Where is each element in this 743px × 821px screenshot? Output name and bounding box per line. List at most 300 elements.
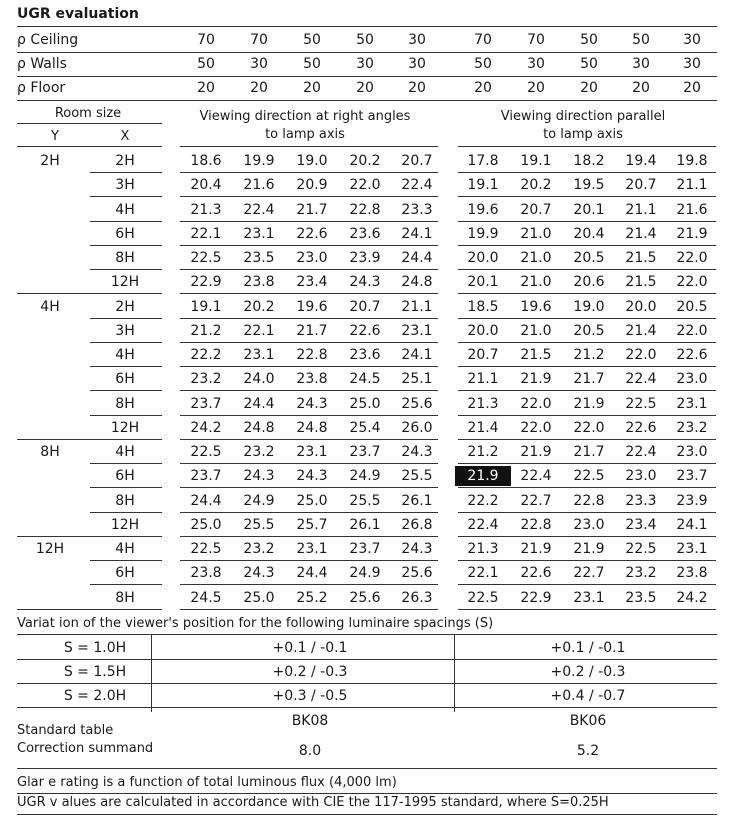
ugr-value: 24.5 bbox=[349, 371, 381, 387]
ugr-value: 24.4 bbox=[190, 493, 222, 509]
room-x-value: 4H bbox=[115, 444, 135, 460]
row-rule bbox=[180, 415, 438, 416]
ugr-value: 21.1 bbox=[467, 371, 499, 387]
row-rule bbox=[17, 52, 717, 53]
ugr-value: 22.0 bbox=[520, 396, 552, 412]
highlighted-ugr-value: 21.9 bbox=[455, 466, 511, 486]
room-x-value: 8H bbox=[115, 590, 135, 606]
reflectance-value: 50 bbox=[474, 56, 492, 72]
ugr-value: 20.0 bbox=[467, 250, 499, 266]
ugr-value: 24.2 bbox=[676, 590, 708, 606]
row-rule bbox=[90, 463, 162, 464]
spacing-label: S = 2.0H bbox=[63, 688, 127, 704]
room-x-value: 12H bbox=[110, 420, 140, 436]
parallel-header: Viewing direction parallel bbox=[500, 109, 666, 124]
ugr-value: 24.3 bbox=[243, 565, 275, 581]
ugr-value: 20.5 bbox=[573, 250, 605, 266]
room-x-value: 4H bbox=[115, 347, 135, 363]
ugr-value: 24.1 bbox=[676, 517, 708, 533]
ugr-value: 21.4 bbox=[625, 226, 657, 242]
ugr-value: 21.9 bbox=[676, 226, 708, 242]
ugr-value: 23.4 bbox=[625, 517, 657, 533]
ugr-value: 24.2 bbox=[190, 420, 222, 436]
room-size-header: Room size bbox=[54, 106, 122, 121]
ugr-value: 20.4 bbox=[190, 177, 222, 193]
footer-rule bbox=[17, 793, 717, 794]
ugr-value: 23.2 bbox=[625, 565, 657, 581]
row-rule bbox=[180, 221, 438, 222]
room-x-value: 12H bbox=[110, 274, 140, 290]
ugr-value: 21.3 bbox=[467, 396, 499, 412]
row-rule bbox=[17, 609, 162, 610]
room-x-value: 8H bbox=[115, 250, 135, 266]
ugr-value: 25.5 bbox=[349, 493, 381, 509]
ugr-value: 23.1 bbox=[243, 347, 275, 363]
row-rule bbox=[90, 366, 162, 367]
room-x-value: 12H bbox=[110, 517, 140, 533]
reflectance-value: 50 bbox=[580, 32, 598, 48]
row-rule bbox=[180, 318, 438, 319]
ugr-value: 21.2 bbox=[190, 323, 222, 339]
ugr-value: 21.9 bbox=[573, 396, 605, 412]
row-rule bbox=[180, 560, 438, 561]
ugr-value: 22.4 bbox=[625, 444, 657, 460]
ugr-value: 22.7 bbox=[573, 565, 605, 581]
ugr-value: 25.6 bbox=[401, 565, 433, 581]
ugr-value: 21.4 bbox=[467, 420, 499, 436]
ugr-value: 22.9 bbox=[520, 590, 552, 606]
ugr-value: 19.6 bbox=[467, 202, 499, 218]
ugr-value: 22.4 bbox=[520, 468, 552, 484]
ugr-value: 22.6 bbox=[349, 323, 381, 339]
ugr-value: 19.5 bbox=[573, 177, 605, 193]
ugr-value: 22.8 bbox=[573, 493, 605, 509]
ugr-value: 23.1 bbox=[573, 590, 605, 606]
ugr-value: 21.0 bbox=[520, 226, 552, 242]
header-rule bbox=[17, 146, 162, 147]
ugr-value: 22.5 bbox=[625, 396, 657, 412]
ugr-value: 19.8 bbox=[676, 153, 708, 169]
ugr-value: 23.1 bbox=[676, 541, 708, 557]
reflectance-value: 50 bbox=[632, 32, 650, 48]
row-rule bbox=[180, 245, 438, 246]
room-x-value: 2H bbox=[115, 153, 135, 169]
ugr-value: 21.7 bbox=[573, 371, 605, 387]
reflectance-value: 30 bbox=[683, 32, 701, 48]
room-x-value: 4H bbox=[115, 202, 135, 218]
ugr-value: 23.2 bbox=[243, 444, 275, 460]
standard-table-perpendicular: BK08 bbox=[291, 713, 329, 729]
row-rule bbox=[458, 269, 716, 270]
row-rule bbox=[180, 269, 438, 270]
reflectance-value: 50 bbox=[356, 32, 374, 48]
ugr-value: 22.7 bbox=[520, 493, 552, 509]
ugr-value: 23.1 bbox=[676, 396, 708, 412]
ugr-value: 25.2 bbox=[296, 590, 328, 606]
ugr-value: 23.1 bbox=[243, 226, 275, 242]
ugr-value: 19.0 bbox=[296, 153, 328, 169]
row-rule bbox=[458, 584, 716, 585]
row-rule bbox=[17, 707, 717, 708]
ugr-value: 24.3 bbox=[243, 468, 275, 484]
ugr-value: 22.8 bbox=[349, 202, 381, 218]
reflectance-value: 30 bbox=[527, 56, 545, 72]
ugr-value: 22.8 bbox=[520, 517, 552, 533]
ugr-value: 21.1 bbox=[625, 202, 657, 218]
ugr-value: 20.7 bbox=[467, 347, 499, 363]
reflectance-value: 50 bbox=[303, 56, 321, 72]
room-y-value: 2H bbox=[40, 153, 60, 169]
correction-parallel: 5.2 bbox=[576, 743, 600, 759]
ugr-value: 22.0 bbox=[349, 177, 381, 193]
ugr-value: 24.1 bbox=[401, 226, 433, 242]
row-rule bbox=[17, 683, 717, 684]
ugr-value: 22.5 bbox=[467, 590, 499, 606]
ugr-value: 20.7 bbox=[349, 299, 381, 315]
ugr-value: 21.9 bbox=[573, 541, 605, 557]
ugr-value: 21.6 bbox=[243, 177, 275, 193]
reflectance-value: 20 bbox=[303, 80, 321, 96]
ugr-value: 21.2 bbox=[573, 347, 605, 363]
ugr-value: 21.0 bbox=[520, 250, 552, 266]
ugr-value: 23.0 bbox=[296, 250, 328, 266]
reflectance-value: 20 bbox=[474, 80, 492, 96]
ugr-value: 22.1 bbox=[190, 226, 222, 242]
ugr-value: 23.1 bbox=[296, 541, 328, 557]
reflectance-value: 20 bbox=[580, 80, 598, 96]
ugr-value: 21.0 bbox=[520, 323, 552, 339]
ugr-value: 20.1 bbox=[573, 202, 605, 218]
ugr-value: 23.4 bbox=[296, 274, 328, 290]
room-x-value: 6H bbox=[115, 565, 135, 581]
ugr-value: 22.0 bbox=[676, 323, 708, 339]
reflectance-value: 50 bbox=[580, 56, 598, 72]
row-rule bbox=[180, 390, 438, 391]
reflectance-value: 70 bbox=[250, 32, 268, 48]
row-rule bbox=[90, 196, 162, 197]
ugr-value: 19.9 bbox=[243, 153, 275, 169]
ugr-value: 25.1 bbox=[401, 371, 433, 387]
row-rule bbox=[90, 342, 162, 343]
ugr-value: 22.4 bbox=[401, 177, 433, 193]
standard-table-label: Standard table bbox=[17, 723, 114, 738]
ugr-value: 25.5 bbox=[401, 468, 433, 484]
ugr-value: 20.5 bbox=[573, 323, 605, 339]
ugr-value: 23.2 bbox=[243, 541, 275, 557]
reflectance-value: 50 bbox=[197, 56, 215, 72]
ugr-value: 24.5 bbox=[190, 590, 222, 606]
row-rule bbox=[458, 609, 716, 610]
ugr-value: 22.0 bbox=[573, 420, 605, 436]
title-rule bbox=[17, 26, 717, 27]
row-rule bbox=[458, 172, 716, 173]
row-rule bbox=[90, 512, 162, 513]
parallel-header-line2: to lamp axis bbox=[543, 127, 623, 142]
perpendicular-variation: +0.3 / -0.5 bbox=[272, 688, 348, 704]
ugr-value: 23.1 bbox=[401, 323, 433, 339]
ugr-value: 23.7 bbox=[190, 468, 222, 484]
footer-rule bbox=[17, 814, 717, 815]
ugr-value: 25.0 bbox=[349, 396, 381, 412]
ugr-value: 22.2 bbox=[467, 493, 499, 509]
ugr-value: 22.0 bbox=[625, 347, 657, 363]
reflectance-value: 20 bbox=[408, 80, 426, 96]
spacing-label: S = 1.5H bbox=[63, 664, 127, 680]
standard-table-parallel: BK06 bbox=[569, 713, 607, 729]
ugr-value: 19.4 bbox=[625, 153, 657, 169]
ugr-value: 25.6 bbox=[349, 590, 381, 606]
ugr-value: 23.2 bbox=[676, 420, 708, 436]
row-rule bbox=[458, 415, 716, 416]
row-rule bbox=[458, 439, 716, 440]
row-rule bbox=[458, 536, 716, 537]
ugr-value: 21.5 bbox=[520, 347, 552, 363]
row-rule bbox=[180, 439, 438, 440]
ugr-value: 24.9 bbox=[349, 565, 381, 581]
perpendicular-header-line2: to lamp axis bbox=[265, 127, 345, 142]
ugr-value: 23.0 bbox=[625, 468, 657, 484]
parallel-variation: +0.2 / -0.3 bbox=[550, 664, 626, 680]
ugr-value: 22.1 bbox=[243, 323, 275, 339]
ugr-value: 22.4 bbox=[625, 371, 657, 387]
page-title: UGR evaluation bbox=[17, 6, 139, 22]
row-rule bbox=[17, 293, 162, 294]
ugr-value: 19.1 bbox=[520, 153, 552, 169]
ugr-value: 19.1 bbox=[467, 177, 499, 193]
row-rule bbox=[458, 318, 716, 319]
reflectance-label: ρ Walls bbox=[17, 56, 67, 72]
room-x-value: 3H bbox=[115, 323, 135, 339]
ugr-value: 24.9 bbox=[243, 493, 275, 509]
row-rule bbox=[90, 245, 162, 246]
ugr-value: 22.8 bbox=[296, 347, 328, 363]
perpendicular-variation: +0.2 / -0.3 bbox=[272, 664, 348, 680]
ugr-value: 23.3 bbox=[625, 493, 657, 509]
ugr-value: 26.1 bbox=[401, 493, 433, 509]
ugr-value: 26.3 bbox=[401, 590, 433, 606]
row-rule bbox=[458, 293, 716, 294]
row-rule bbox=[458, 463, 716, 464]
row-rule bbox=[90, 487, 162, 488]
row-rule bbox=[90, 415, 162, 416]
row-rule bbox=[90, 269, 162, 270]
row-rule bbox=[90, 318, 162, 319]
ugr-value: 21.2 bbox=[467, 444, 499, 460]
ugr-value: 22.5 bbox=[625, 541, 657, 557]
variation-divider bbox=[454, 634, 455, 712]
row-rule bbox=[17, 659, 717, 660]
ugr-value: 17.8 bbox=[467, 153, 499, 169]
room-y-value: 8H bbox=[40, 444, 60, 460]
reflectance-value: 30 bbox=[250, 56, 268, 72]
ugr-value: 25.7 bbox=[296, 517, 328, 533]
ugr-value: 20.2 bbox=[349, 153, 381, 169]
ugr-value: 22.5 bbox=[190, 250, 222, 266]
variation-divider bbox=[151, 634, 152, 712]
ugr-value: 20.0 bbox=[625, 299, 657, 315]
row-rule bbox=[180, 536, 438, 537]
reflectance-value: 30 bbox=[356, 56, 374, 72]
variation-title: Variat ion of the viewer's position for the following luminaire spacings (S) bbox=[17, 616, 494, 631]
ugr-value: 23.6 bbox=[349, 347, 381, 363]
room-x-value: 3H bbox=[115, 177, 135, 193]
ugr-value: 22.0 bbox=[676, 274, 708, 290]
room-x-value: 2H bbox=[115, 299, 135, 315]
footer-note-standard: UGR v alues are calculated in accordance with CIE the 117-1995 standard, where S=0.25H bbox=[17, 795, 609, 810]
row-rule bbox=[180, 342, 438, 343]
row-rule bbox=[458, 196, 716, 197]
ugr-value: 23.9 bbox=[349, 250, 381, 266]
ugr-value: 24.4 bbox=[401, 250, 433, 266]
ugr-value: 19.6 bbox=[296, 299, 328, 315]
row-rule bbox=[180, 172, 438, 173]
ugr-value: 22.5 bbox=[190, 541, 222, 557]
reflectance-value: 70 bbox=[527, 32, 545, 48]
y-header: Y bbox=[51, 129, 59, 144]
ugr-value: 22.6 bbox=[520, 565, 552, 581]
ugr-value: 23.1 bbox=[296, 444, 328, 460]
variation-rule bbox=[17, 634, 717, 635]
ugr-value: 24.3 bbox=[349, 274, 381, 290]
ugr-value: 20.5 bbox=[676, 299, 708, 315]
ugr-value: 23.3 bbox=[401, 202, 433, 218]
room-size-rule bbox=[17, 123, 162, 124]
ugr-value: 19.1 bbox=[190, 299, 222, 315]
room-x-value: 6H bbox=[115, 226, 135, 242]
reflectance-value: 50 bbox=[303, 32, 321, 48]
row-rule bbox=[17, 76, 717, 77]
row-rule bbox=[180, 366, 438, 367]
ugr-value: 23.9 bbox=[676, 493, 708, 509]
ugr-value: 24.0 bbox=[243, 371, 275, 387]
row-rule bbox=[90, 172, 162, 173]
ugr-value: 18.5 bbox=[467, 299, 499, 315]
ugr-value: 24.3 bbox=[401, 541, 433, 557]
ugr-value: 24.8 bbox=[243, 420, 275, 436]
ugr-value: 20.7 bbox=[401, 153, 433, 169]
reflectance-value: 30 bbox=[408, 56, 426, 72]
ugr-value: 22.1 bbox=[467, 565, 499, 581]
ugr-value: 22.5 bbox=[190, 444, 222, 460]
row-rule bbox=[90, 221, 162, 222]
ugr-value: 23.0 bbox=[676, 444, 708, 460]
ugr-value: 22.6 bbox=[676, 347, 708, 363]
parallel-variation: +0.4 / -0.7 bbox=[550, 688, 626, 704]
ugr-value: 23.5 bbox=[625, 590, 657, 606]
ugr-value: 21.0 bbox=[520, 274, 552, 290]
ugr-value: 25.4 bbox=[349, 420, 381, 436]
ugr-value: 25.0 bbox=[296, 493, 328, 509]
parallel-variation: +0.1 / -0.1 bbox=[550, 640, 626, 656]
room-x-value: 8H bbox=[115, 493, 135, 509]
reflectance-value: 30 bbox=[632, 56, 650, 72]
ugr-value: 18.2 bbox=[573, 153, 605, 169]
ugr-value: 24.4 bbox=[243, 396, 275, 412]
ugr-value: 20.7 bbox=[520, 202, 552, 218]
room-y-value: 4H bbox=[40, 299, 60, 315]
room-x-value: 6H bbox=[115, 468, 135, 484]
ugr-value: 21.4 bbox=[625, 323, 657, 339]
row-rule bbox=[180, 293, 438, 294]
room-y-value: 12H bbox=[35, 541, 65, 557]
reflectance-value: 20 bbox=[197, 80, 215, 96]
reflectance-value: 30 bbox=[408, 32, 426, 48]
row-rule bbox=[90, 560, 162, 561]
ugr-value: 20.2 bbox=[520, 177, 552, 193]
ugr-value: 20.7 bbox=[625, 177, 657, 193]
row-rule bbox=[458, 560, 716, 561]
row-rule bbox=[458, 221, 716, 222]
row-rule bbox=[180, 512, 438, 513]
section-rule bbox=[17, 768, 717, 769]
ugr-value: 23.8 bbox=[676, 565, 708, 581]
reflectance-value: 30 bbox=[683, 56, 701, 72]
row-rule bbox=[458, 245, 716, 246]
row-rule bbox=[458, 512, 716, 513]
reflectance-value: 20 bbox=[356, 80, 374, 96]
row-rule bbox=[180, 463, 438, 464]
row-rule bbox=[180, 584, 438, 585]
row-rule bbox=[90, 390, 162, 391]
ugr-value: 20.2 bbox=[243, 299, 275, 315]
ugr-value: 21.9 bbox=[520, 371, 552, 387]
reflectance-value: 20 bbox=[527, 80, 545, 96]
row-rule bbox=[90, 584, 162, 585]
ugr-value: 22.2 bbox=[190, 347, 222, 363]
ugr-value: 21.5 bbox=[625, 250, 657, 266]
footer-note-flux: Glar e rating is a function of total luminous flux (4,000 lm) bbox=[17, 775, 397, 790]
row-rule bbox=[17, 536, 162, 537]
correction-summand-label: Correction summand bbox=[17, 741, 154, 756]
ugr-value: 24.3 bbox=[296, 396, 328, 412]
x-header: X bbox=[120, 129, 130, 144]
ugr-value: 24.8 bbox=[296, 420, 328, 436]
row-rule bbox=[458, 487, 716, 488]
ugr-value: 22.6 bbox=[625, 420, 657, 436]
ugr-value: 23.7 bbox=[676, 468, 708, 484]
spacing-label: S = 1.0H bbox=[63, 640, 127, 656]
ugr-value: 26.0 bbox=[401, 420, 433, 436]
ugr-value: 19.6 bbox=[520, 299, 552, 315]
ugr-value: 22.4 bbox=[467, 517, 499, 533]
row-rule bbox=[458, 366, 716, 367]
row-rule bbox=[180, 196, 438, 197]
ugr-value: 23.8 bbox=[243, 274, 275, 290]
ugr-value: 24.1 bbox=[401, 347, 433, 363]
ugr-value: 22.0 bbox=[676, 250, 708, 266]
ugr-value: 23.7 bbox=[349, 541, 381, 557]
ugr-value: 23.2 bbox=[190, 371, 222, 387]
ugr-value: 25.0 bbox=[190, 517, 222, 533]
reflectance-value: 70 bbox=[197, 32, 215, 48]
room-x-value: 6H bbox=[115, 371, 135, 387]
ugr-value: 20.0 bbox=[467, 323, 499, 339]
ugr-value: 22.6 bbox=[296, 226, 328, 242]
ugr-value: 23.6 bbox=[349, 226, 381, 242]
ugr-value: 23.0 bbox=[573, 517, 605, 533]
ugr-value: 21.9 bbox=[520, 541, 552, 557]
reflectance-label: ρ Ceiling bbox=[17, 32, 79, 48]
ugr-value: 21.3 bbox=[190, 202, 222, 218]
perpendicular-variation: +0.1 / -0.1 bbox=[272, 640, 348, 656]
ugr-value: 22.4 bbox=[243, 202, 275, 218]
ugr-value: 23.7 bbox=[349, 444, 381, 460]
ugr-value: 21.7 bbox=[296, 323, 328, 339]
ugr-value: 24.9 bbox=[349, 468, 381, 484]
row-rule bbox=[180, 487, 438, 488]
ugr-value: 25.5 bbox=[243, 517, 275, 533]
ugr-value: 26.1 bbox=[349, 517, 381, 533]
